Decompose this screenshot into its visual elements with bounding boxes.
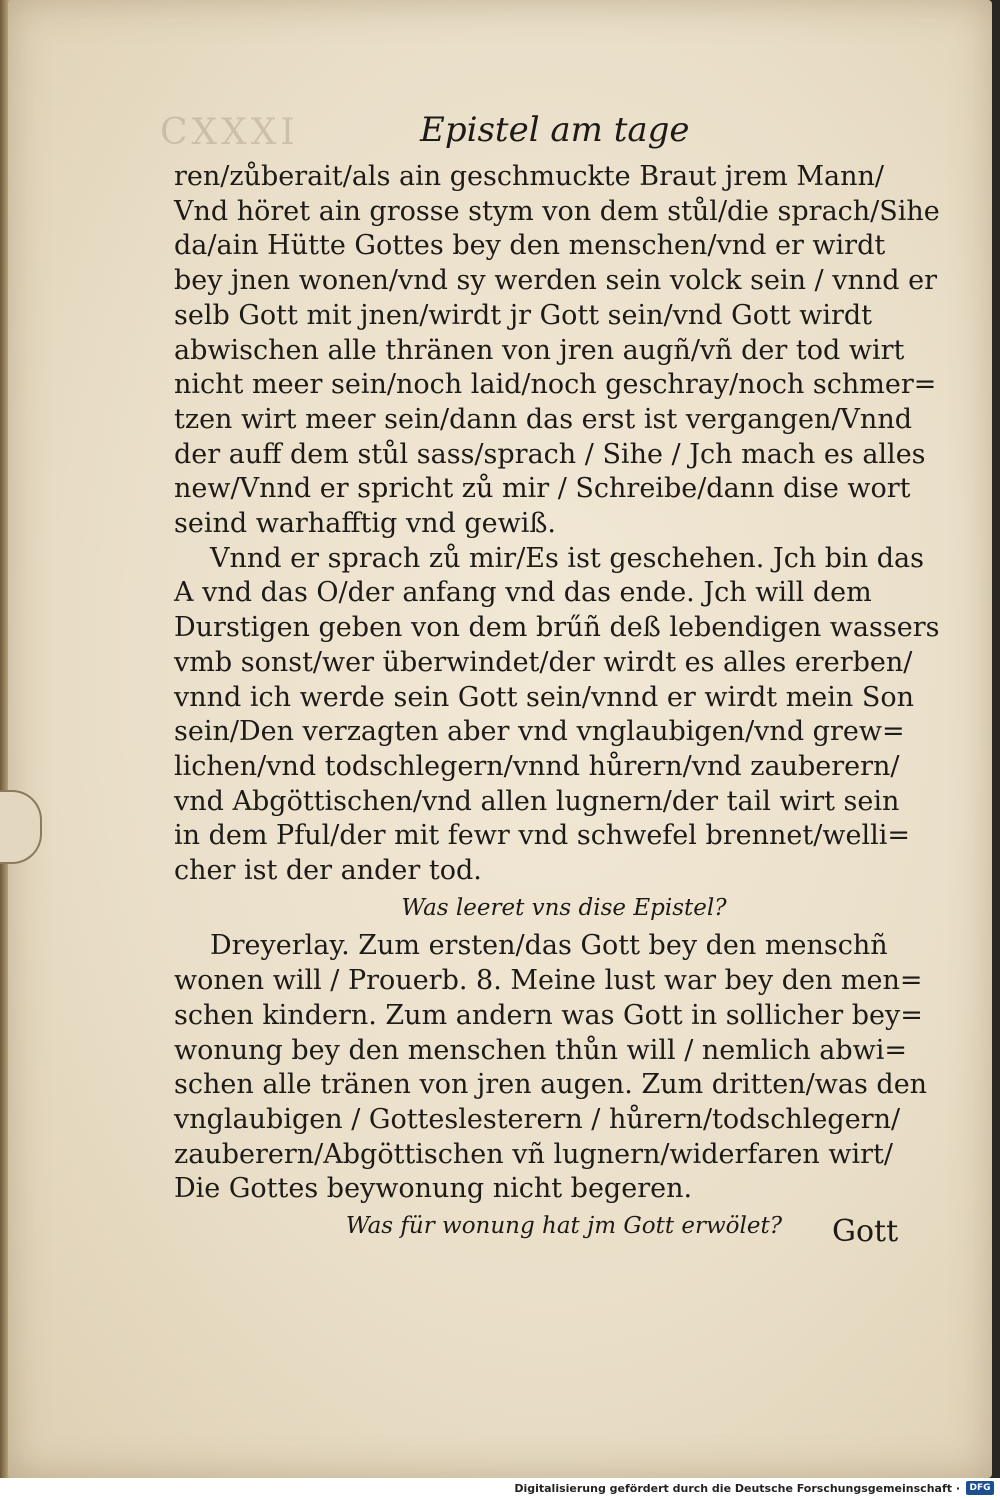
text-line: tzen wirt meer sein/dann das erst ist vergangen/Vnnd	[174, 403, 912, 435]
text-line: Vnd höret ain grosse stym von dem stůl/die sprach/Sihe	[174, 195, 940, 227]
bleed-through-folio: CXXXI	[160, 112, 299, 153]
text-line: in dem Pful/der mit fewr vnd schwefel brennet/welli=	[174, 820, 910, 852]
text-line: nicht meer sein/noch laid/noch geschray/noch schmer=	[174, 369, 937, 401]
text-line: wonen will / Prouerb. 8. Meine lust war bey den men=	[174, 965, 923, 997]
epistle-text	[174, 160, 940, 889]
text-line: vmb sonst/wer überwindet/der wirdt es alles ererben/	[174, 646, 913, 678]
funding-credit: Digitalisierung gefördert durch die Deutsche Forschungsgemeinschaft ·	[514, 1482, 960, 1495]
text-line: A vnd das O/der anfang vnd das ende. Jch will dem	[174, 577, 872, 609]
section-heading-1: Was leeret vns dise Epistel?	[401, 894, 727, 921]
section-heading-2: Was für wonung hat jm Gott erwölet?	[345, 1213, 783, 1240]
text-line: Vnnd er sprach zů mir/Es ist geschehen. Jch bin das	[210, 542, 924, 574]
text-line: da/ain Hütte Gottes bey den menschen/vnd er wirdt	[174, 230, 886, 262]
text-line: zauberern/Abgöttischen vñ lugnern/widerfaren wirt/	[174, 1138, 893, 1170]
text-line: cher ist der ander tod.	[174, 855, 482, 887]
text-line: Dreyerlay. Zum ersten/das Gott bey den menschñ	[210, 930, 888, 962]
commentary-text	[174, 929, 928, 1207]
text-line: wonung bey den menschen thůn will / nemlich abwi=	[174, 1034, 907, 1066]
text-line: lichen/vnd todschlegern/vnnd hůrern/vnd zauberern/	[174, 750, 900, 782]
text-line: ren/zůberait/als ain geschmuckte Braut jrem Mann/	[174, 161, 884, 192]
text-line: new/Vnnd er spricht zů mir / Schreibe/dann dise wort	[174, 473, 911, 505]
text-line: vnglaubigen / Gotteslesterern / hůrern/todschlegern/	[174, 1103, 901, 1135]
text-line: abwischen alle thränen von jren augñ/vñ der tod wirt	[174, 334, 905, 366]
dfg-logo: DFG	[966, 1481, 994, 1495]
running-header: Epistel am tage	[420, 110, 690, 150]
text-line: Durstigen geben von dem brűñ deß lebendigen wassers	[174, 612, 940, 644]
text-line: vnnd ich werde sein Gott sein/vnnd er wirdt mein Son	[174, 681, 915, 713]
catchword: Gott	[832, 1214, 899, 1249]
text-line: der auff dem stůl sass/sprach / Sihe / Jch mach es alles	[174, 438, 926, 470]
text-line: vnd Abgöttischen/vnd allen lugnern/der tail wirt sein	[174, 785, 900, 817]
text-line: Die Gottes beywonung nicht begeren.	[174, 1173, 693, 1205]
text-line: selb Gott mit jnen/wirdt jr Gott sein/vnd Gott wirdt	[174, 299, 873, 331]
text-line: schen kindern. Zum andern was Gott in sollicher bey=	[174, 999, 923, 1031]
text-line: seind warhafftig vnd gewiß.	[174, 508, 556, 540]
main-text-block	[174, 160, 940, 1248]
text-line: bey jnen wonen/vnd sy werden sein volck sein / vnnd er	[174, 265, 938, 297]
digitization-footer	[0, 1478, 1000, 1500]
text-line: schen alle tränen von jren augen. Zum dritten/was den	[174, 1069, 928, 1101]
text-line: sein/Den verzagten aber vnd vnglaubigen/vnd grew=	[174, 716, 905, 748]
